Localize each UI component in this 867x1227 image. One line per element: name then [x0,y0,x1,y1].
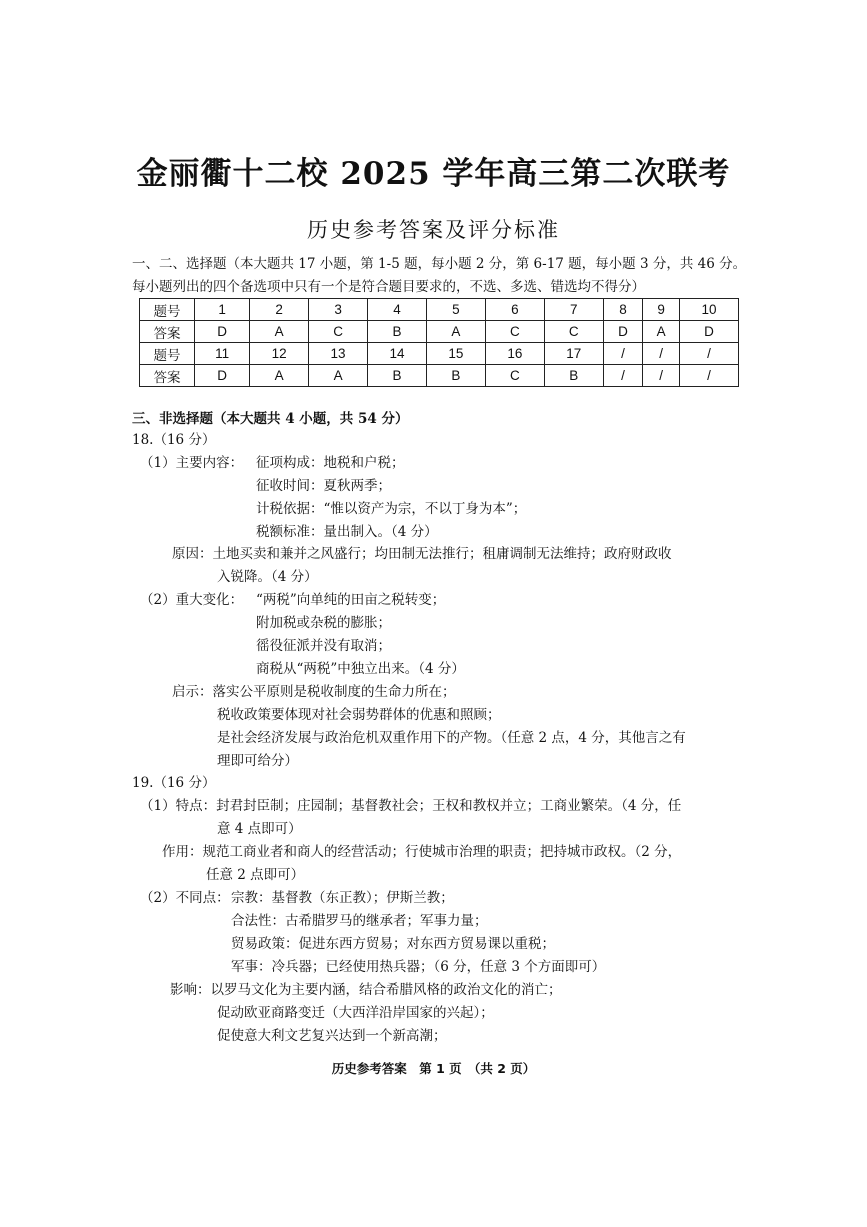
answer-table-cell: 3 [309,299,368,321]
q19-role-line: 任意 2 点即可） [206,867,305,883]
answer-table-cell: / [680,365,739,387]
answer-table-cell: / [603,343,643,365]
q18-part1-item: 征收时间：夏秋两季； [256,478,391,494]
answer-table-row [140,365,739,387]
multiple-choice-instructions: 一、二、选择题（本大题共 17 小题，第 1-5 题，每小题 2 分，第 6-17 题，每小题 3 分，共 46 分。每小题列出的四个备选项中只有一个是符合题目要求的，不选、多选、错选均不得分） [132,256,747,295]
q19-features-line: （1）特点：封君封臣制；庄园制；基督教社会；王权和教权并立；工商业繁荣。（4 分，任 [140,798,682,814]
q19-impact-line: 促动欧亚商路变迁（大西洋沿岸国家的兴起）； [217,1005,494,1021]
q19-impact-line: 促使意大利文艺复兴达到一个新高潮； [217,1028,447,1044]
answer-table-cell: 6 [485,299,544,321]
q18-part1-item: 税额标准：量出制入。（4 分） [256,524,438,540]
answer-table-cell: 16 [485,343,544,365]
answer-table-cell: 4 [368,299,427,321]
q18-reason-line: 原因：土地买卖和兼并之风盛行；均田制无法推行；租庸调制无法维持；政府财政收 [172,546,672,562]
q18-part2-label: （2）重大变化： [140,592,244,608]
answer-table-cell: D [603,321,643,343]
q19-part2-item: 贸易政策：促进东西方贸易；对东西方贸易课以重税； [231,936,555,952]
q19-part2-label: （2）不同点： [140,890,230,906]
answer-table-row-header: 题号 [140,343,195,365]
answer-table-cell: 9 [643,299,680,321]
q18-insight-line: 理即可给分） [217,753,298,769]
q18-insight-line: 税收政策要体现对社会弱势群体的优惠和照顾； [217,707,501,723]
q18-insight-line: 是社会经济发展与政治危机双重作用下的产物。（任意 2 点，4 分，其他言之有 [217,730,686,746]
answer-table-row [140,343,739,365]
answer-table-cell: C [485,365,544,387]
answer-table-cell: A [426,321,485,343]
exam-title: 金丽衢十二校 2025 学年高三第二次联考 [136,156,731,192]
answer-table-cell: B [368,321,427,343]
answer-table-cell: 11 [195,343,250,365]
q18-part1-label: （1）主要内容： [140,455,244,471]
q18-part1-item: 征项构成：地税和户税； [256,455,405,471]
answer-table-cell: B [368,365,427,387]
q18-part2-item: “两税”向单纯的田亩之税转变； [256,592,446,608]
q18-insight-line: 启示：落实公平原则是税收制度的生命力所在； [172,684,456,700]
q19-part2-item: 合法性：古希腊罗马的继承者；军事力量； [231,913,488,929]
answer-table-cell: / [643,343,680,365]
answer-table-cell: A [309,365,368,387]
page-footer: 历史参考答案 第 1 页 （共 2 页） [331,1061,536,1076]
answer-table-row-header: 答案 [140,365,195,387]
answer-table-cell: C [544,321,603,343]
q19-part2-item: 宗教：基督教（东正教）；伊斯兰教； [231,890,454,906]
answer-table-cell: 12 [250,343,309,365]
answer-table-cell: / [643,365,680,387]
q18-part2-item: 徭役征派并没有取消； [256,638,391,654]
answer-table-cell: 17 [544,343,603,365]
answer-table-cell: C [309,321,368,343]
q18-reason-line: 入锐降。（4 分） [217,569,318,585]
answer-table-row-header: 答案 [140,321,195,343]
answer-table-cell: B [544,365,603,387]
q18-label: 18.（16 分） [132,432,216,448]
exam-subtitle: 历史参考答案及评分标准 [307,218,560,242]
answer-table-row [140,321,739,343]
q19-label: 19.（16 分） [132,775,216,791]
answer-table-cell: D [680,321,739,343]
answer-table-cell: B [426,365,485,387]
answer-table-cell: A [250,365,309,387]
answer-table-cell: 5 [426,299,485,321]
answer-table-cell: / [603,365,643,387]
answer-table-cell: C [485,321,544,343]
q19-role-line: 作用：规范工商业者和商人的经营活动；行使城市治理的职责；把持城市政权。（2 分， [162,844,682,860]
answer-table-row-header: 题号 [140,299,195,321]
answer-table-cell: 15 [426,343,485,365]
section-three-heading: 三、非选择题（本大题共 4 小题，共 54 分） [132,411,409,427]
answer-table-cell: 10 [680,299,739,321]
answer-table-cell: A [250,321,309,343]
answer-table-cell: / [680,343,739,365]
answer-table-cell: D [195,321,250,343]
q18-part2-item: 附加税或杂税的膨胀； [256,615,391,631]
q18-part2-item: 商税从“两税”中独立出来。（4 分） [256,661,465,677]
answer-table-cell: 1 [195,299,250,321]
answer-table-cell: 7 [544,299,603,321]
answer-table-cell: 8 [603,299,643,321]
answer-table-cell: 2 [250,299,309,321]
q19-features-line: 意 4 点即可） [217,821,302,837]
q19-part2-item: 军事：冷兵器；已经使用热兵器；（6 分，任意 3 个方面即可） [231,959,606,975]
answer-table-row [140,299,739,321]
answer-table-cell: 14 [368,343,427,365]
answer-table-cell: 13 [309,343,368,365]
q19-impact-line: 影响：以罗马文化为主要内涵，结合希腊风格的政治文化的消亡； [170,982,562,998]
answer-table [139,298,739,387]
answer-table-cell: D [195,365,250,387]
q18-part1-item: 计税依据：“惟以资产为宗，不以丁身为本”； [256,501,527,517]
answer-table-cell: A [643,321,680,343]
